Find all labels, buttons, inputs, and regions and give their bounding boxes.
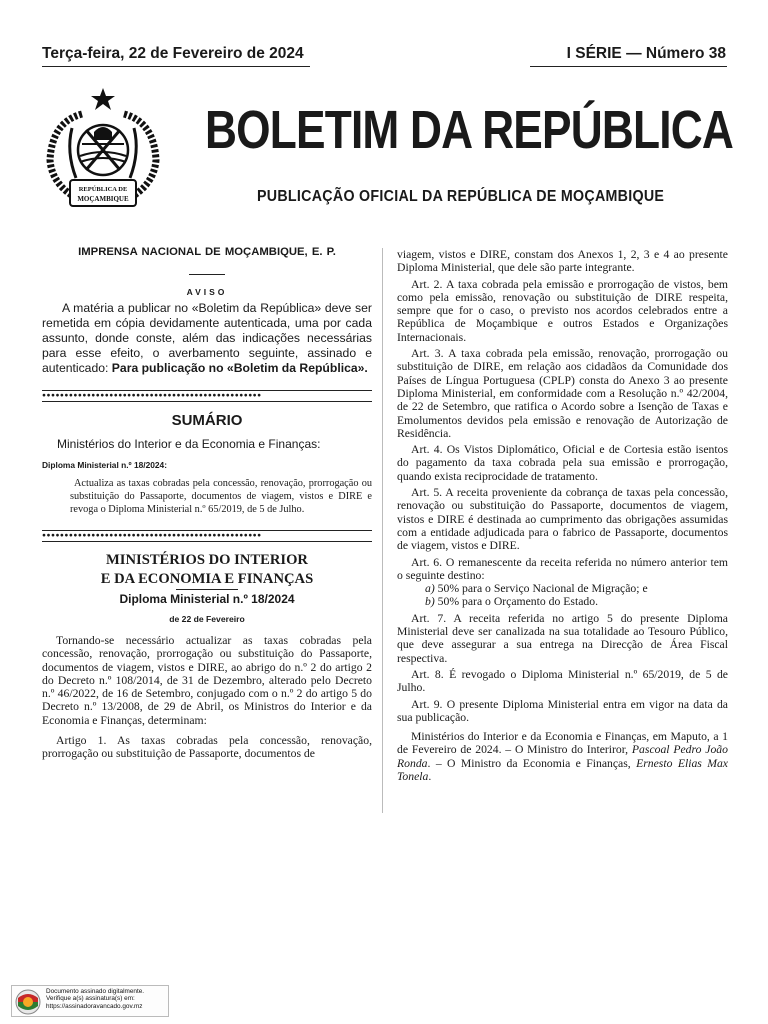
header-rule-left [42, 66, 310, 67]
dotted-separator [42, 390, 372, 402]
item-text: 50% para o Orçamento do Estado. [434, 595, 598, 609]
minister-finance-name: Ernesto Elias Max Tonela [397, 756, 728, 783]
digital-signature-badge[interactable] [11, 985, 169, 1017]
signature-text [46, 988, 144, 1010]
closing-text: Ministérios do Interior e da Economia e Finanças, em Maputo, a 1 de Fevereiro de 2024. – O Ministro do Interiror, [397, 730, 728, 757]
issue-series-number: I SÉRIE — Número 38 [566, 45, 726, 62]
ministry-title-line2: E DA ECONOMIA E FINANÇAS [100, 571, 314, 587]
article-6-item-b [397, 595, 728, 608]
masthead-title: BOLETIM DA REPÚBLICA [205, 100, 734, 160]
sumario-ministries: Ministérios do Interior e da Economia e Finanças: [57, 437, 321, 451]
aviso-title: AVISO [186, 287, 228, 297]
article-2: Art. 2. A taxa cobrada pela emissão e prorrogação de vistos, bem como pela emissão, renovação ou substituição de DIRE respeita, sempre que for o caso, o previsto nos acordos celebrados entre a República de Moçambique e outros Estados e Organizações Internacionais. [397, 277, 728, 344]
item-text: 50% para o Serviço Nacional de Migração; e [434, 582, 648, 596]
ministry-rule [176, 589, 238, 590]
column-divider [382, 248, 383, 813]
diploma-date: de 22 de Fevereiro [169, 614, 245, 624]
article-8: Art. 8. É revogado o Diploma Ministerial n.º 65/2019, de 5 de Julho. [397, 667, 728, 695]
closing-text: . [428, 769, 432, 783]
sumario-title: SUMÁRIO [171, 412, 243, 429]
aviso-body [42, 301, 372, 376]
minister-interior-name: Pascoal Pedro João Ronda [397, 743, 728, 770]
closing-signature-block [397, 730, 728, 783]
article-3: Art. 3. A taxa cobrada pela emissão, renovação, prorrogação ou substituição de DIRE, em relação aos cidadãos da Comunidade dos Países de Língua Portuguesa (CPLP) consta do Anexo 3 ao presente Diploma Ministerial, em conformidade com a Resolução n.º 42/2004, de 22 de Setembro, que ratifica o Acordo sobre a Isenção de Taxas e Emolumentos devidos pela emissão e renovação de Autorização de Residência. [397, 347, 728, 440]
masthead-subtitle: PUBLICAÇÃO OFICIAL DA REPÚBLICA DE MOÇAMBIQUE [257, 188, 665, 205]
article-1-continued: viagem, vistos e DIRE, constam dos Anexos 1, 2, 3 e 4 ao presente Diploma Ministerial, que dele são parte integrante. [397, 248, 728, 275]
aviso-text: A matéria a publicar no «Boletim da República» deve ser remetida em cópia devidamente autenticada, uma por cada assunto, donde conste, além das indicações necessárias para esse efeito, o averbamento seguinte, assinado e autenticado: [42, 301, 372, 375]
right-column [397, 248, 728, 783]
signature-link[interactable]: https://assinadoravancado.gov.mz [46, 1002, 143, 1010]
short-rule [189, 274, 225, 275]
signature-line-1: Documento assinado digitalmente. [46, 988, 145, 995]
article-6-item-a [397, 582, 728, 595]
article-9: Art. 9. O presente Diploma Ministerial entra em vigor na data da sua publicação. [397, 697, 728, 724]
ministry-title-line1: MINISTÉRIOS DO INTERIOR [106, 552, 308, 568]
article-4: Art. 4. Os Vistos Diplomático, Oficial e de Cortesia estão isentos do pagamento da taxa cobrada pela sua emissão e prorrogação, quando exista reciprocidade de tratamento. [397, 443, 728, 483]
left-column [42, 246, 372, 761]
imprensa-heading: IMPRENSA NACIONAL DE MOÇAMBIQUE, E. P. [78, 246, 336, 258]
aviso-bold-text: Para publicação no «Boletim da República». [111, 361, 368, 375]
sumario-entry: Actualiza as taxas cobradas pela concessão, renovação, prorrogação ou substituição do Passaporte, documentos de viagem, vistos e DIRE e revoga o Diploma Ministerial n.º 65/2019, de 5 de Julho. [70, 478, 372, 515]
signature-seal-icon [14, 988, 42, 1016]
sumario-diploma-label: Diploma Ministerial n.º 18/2024: [42, 460, 168, 470]
closing-text: . – O Ministro da Economia e Finanças, [427, 756, 637, 770]
dotted-separator [42, 530, 372, 542]
article-5: Art. 5. A receita proveniente da cobrança de taxas pela concessão, renovação ou substituição do Passaporte, documentos de viagem, vistos e DIRE é destinada ao cumprimento das obrigações assumidas com a entidade adjudicada para o fabrico de Passaporte, documentos de viagem, vistos e DIRE. [397, 486, 728, 553]
signature-line-2: Verifique a(s) assinatura(s) em: [46, 995, 135, 1003]
article-7: Art. 7. A receita referida no artigo 5 do presente Diploma Ministerial deve ser canalizada na sua totalidade ao Tesouro Público, que deve assegurar a sua entrega na Direcção de Área Fiscal respectiva. [397, 611, 728, 665]
diploma-title: Diploma Ministerial n.º 18/2024 [119, 592, 295, 606]
diploma-intro: Tornando-se necessário actualizar as taxas cobradas pela concessão, renovação, prorrogação ou substituição do Passaporte, documentos de viagem, vistos e DIRE, ao abrigo do n.º 2 do artigo 2 do Decreto n.º 108/2014, de 31 de Dezembro, alterado pelo Decreto n.º 46/2022, de 16 de Setembro, conjugado com o n.º 2 do artigo 5 do Decreto n.º 13/2008, de 29 de Abril, os Ministros do Interior e da Economia e Finanças, determinam: [42, 634, 372, 727]
item-letter: a) [425, 582, 435, 596]
emblem-text-line1: REPÚBLICA DE [78, 186, 128, 193]
article-6: Art. 6. O remanescente da receita referida no número anterior tem o seguinte destino: [397, 555, 728, 582]
issue-date: Terça-feira, 22 de Fevereiro de 2024 [42, 45, 304, 62]
article-1: Artigo 1. As taxas cobradas pela concessão, renovação, prorrogação ou substituição de Passaporte, documentos de [42, 734, 372, 761]
header-rule-right [530, 66, 727, 67]
national-emblem-icon [42, 82, 164, 212]
item-letter: b) [425, 595, 435, 609]
emblem-text-line2: MOÇAMBIQUE [77, 195, 129, 203]
